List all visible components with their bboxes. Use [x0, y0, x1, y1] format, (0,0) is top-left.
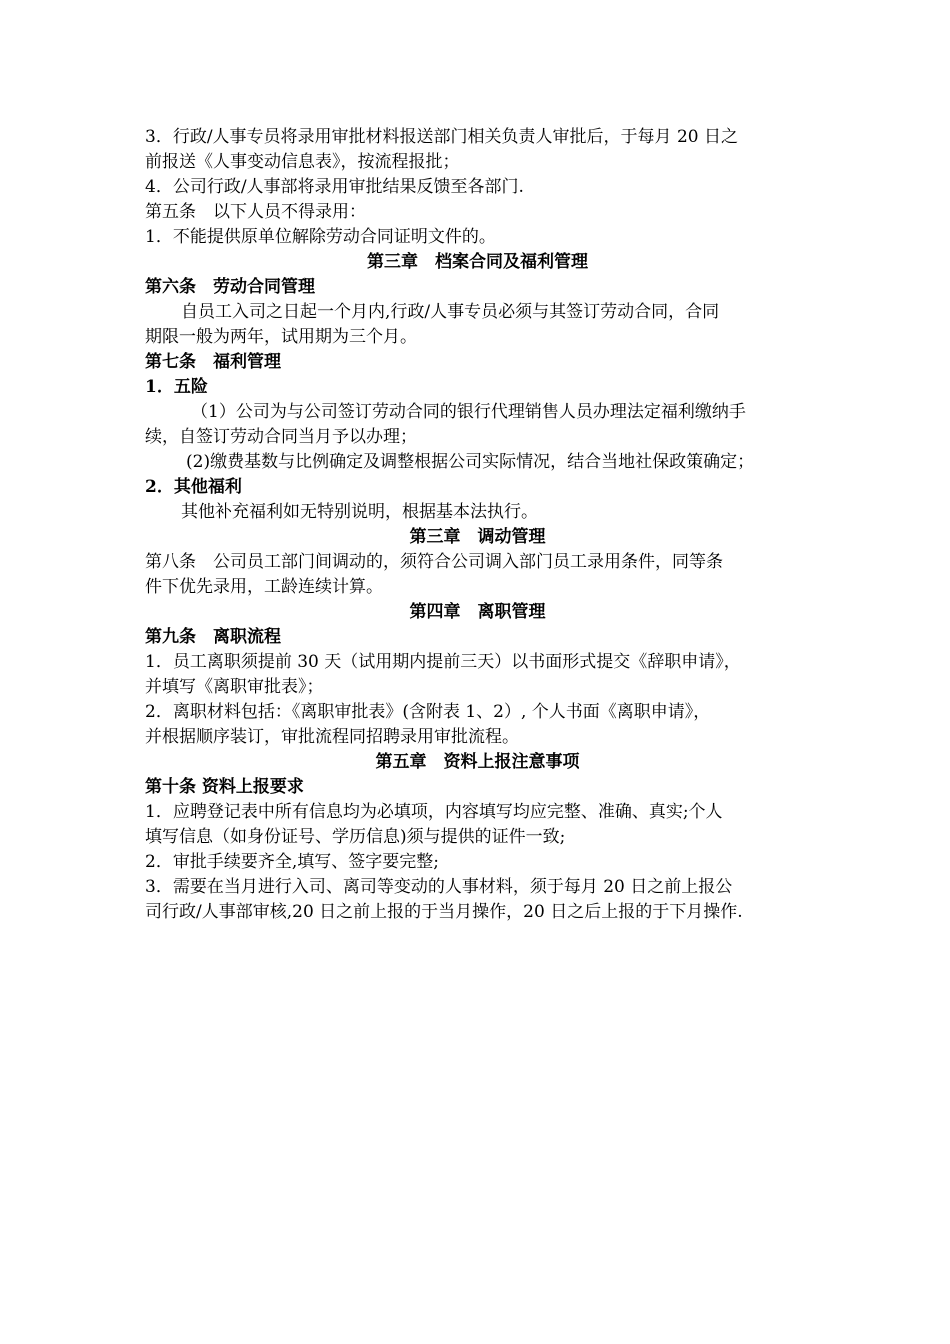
chapter-5-heading: 第五章 资料上报注意事项 — [375, 752, 580, 772]
article-10-item-3-line-2: 司行政/人事部审核,20 日之前上报的于当月操作，20 日之后上报的于下月操作. — [145, 902, 743, 922]
article-7-heading: 第七条 福利管理 — [145, 352, 281, 372]
article-8-line-1: 第八条 公司员工部门间调动的，须符合公司调入部门员工录用条件，同等条 — [145, 552, 723, 572]
article-10-item-2: 2．审批手续要齐全,填写、签字要完整; — [145, 852, 439, 872]
article-9-item-2-line-1: 2．离职材料包括：《离职审批表》(含附表 1、2）, 个人书面《离职申请》， — [145, 702, 711, 722]
chapter-4-heading: 第四章 离职管理 — [409, 602, 546, 622]
item-4: 4．公司行政/人事部将录用审批结果反馈至各部门. — [145, 177, 524, 197]
insurance-item-1-line-1: （1）公司为与公司签订劳动合同的银行代理销售人员办理法定福利缴纳手 — [191, 402, 746, 422]
article-9-item-1-line-1: 1．员工离职须提前 30 天（试用期内提前三天）以书面形式提交《辞职申请》， — [145, 652, 741, 672]
item-3-line-1: 3．行政/人事专员将录用审批材料报送部门相关负责人审批后，于每月 20 日之 — [145, 127, 738, 147]
article-6-paragraph-line-2: 期限一般为两年，试用期为三个月。 — [145, 327, 417, 347]
article-6-paragraph-line-1: 自员工入司之日起一个月内,行政/人事专员必须与其签订劳动合同，合同 — [181, 302, 720, 322]
article-9-item-2-line-2: 并根据顺序装订，审批流程同招聘录用审批流程。 — [145, 727, 519, 747]
article-10-item-1-line-2: 填写信息（如身份证号、学历信息)须与提供的证件一致; — [145, 827, 566, 847]
section-five-insurances: 1．五险 — [145, 377, 208, 397]
insurance-item-2: (2)缴费基数与比例确定及调整根据公司实际情况，结合当地社保政策确定； — [186, 452, 755, 472]
item-3-line-2: 前报送《人事变动信息表》，按流程报批； — [145, 152, 460, 172]
article-10-heading: 第十条 资料上报要求 — [145, 777, 304, 797]
section-other-benefits: 2．其他福利 — [145, 477, 242, 497]
article-8-line-2: 件下优先录用，工龄连续计算。 — [145, 577, 383, 597]
article-10-item-1-line-1: 1．应聘登记表中所有信息均为必填项，内容填写均应完整、准确、真实;个人 — [145, 802, 723, 822]
insurance-item-1-line-2: 续，自签订劳动合同当月予以办理； — [145, 427, 417, 447]
other-benefits-paragraph: 其他补充福利如无特别说明，根据基本法执行。 — [181, 502, 538, 522]
transfer-chapter-heading: 第三章 调动管理 — [409, 527, 546, 547]
article-9-item-1-line-2: 并填写《离职审批表》； — [145, 677, 324, 697]
article-9-heading: 第九条 离职流程 — [145, 627, 281, 647]
article-10-item-3-line-1: 3．需要在当月进行入司、离司等变动的人事材料，须于每月 20 日之前上报公 — [145, 877, 733, 897]
article-5-item-1: 1．不能提供原单位解除劳动合同证明文件的。 — [145, 227, 496, 247]
article-6-heading: 第六条 劳动合同管理 — [145, 277, 315, 297]
article-5-heading: 第五条 以下人员不得录用： — [145, 202, 366, 222]
chapter-3-heading: 第三章 档案合同及福利管理 — [367, 252, 588, 272]
